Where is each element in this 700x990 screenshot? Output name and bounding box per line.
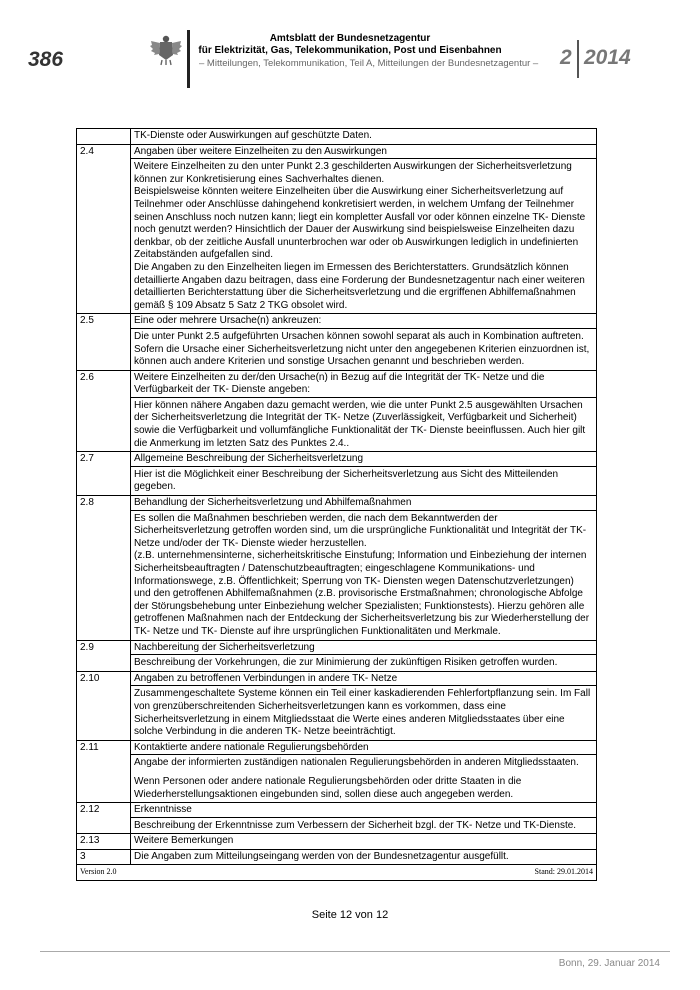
version-label: Version 2.0 (80, 867, 117, 877)
page-number: 386 (28, 48, 64, 71)
page-counter: Seite 12 von 12 (311, 909, 389, 921)
table-row (77, 129, 597, 145)
form-table (76, 128, 597, 881)
description-paragraph: Beschreibung der Vorkehrungen, die zur Minimierung der zukünftigen Risiken getroffen wurden. (134, 657, 558, 669)
row-number: 3 (77, 849, 131, 865)
row-heading: Weitere Einzelheiten zu der/den Ursache(n) in Bezug auf die Integrität der TK- Netze und die Verfügbarkeit der TK- Dienste angeben: (134, 371, 545, 396)
table-row (77, 803, 597, 834)
table-row (77, 740, 597, 802)
issue-number: 2 (560, 46, 572, 69)
row-description (131, 158, 596, 312)
table-row (77, 671, 597, 740)
description-paragraph: Hier ist die Möglichkeit einer Beschreibung der Sicherheitsverletzung aus Sicht des Mitteilenden gegeben. (134, 468, 559, 493)
description-paragraph: (z.B. unternehmensinterne, sicherheitskritische Einstufung; Information und Einbeziehung der internen Sicherheitsbeauftragten / Datenschutzbeauftragten; eingeschlagene Kommunikations- und Informationswege, z.B. Öffentlichkeit; Sperrung von TK- Diensten wegen Datenschutzverletzungen) und den getroffenen Abhilfemaßnahmen (z.B. provisorische Erstmaßnahmen; chronologische Abfolge der Störungsbehebung unter Einbeziehung welcher Spezialisten; Funktionstests). Hierzu gehören alle getroffenen Maßnahmen nach der Entdeckung der Sicherheitsverletzung bis zur Wiederherstellung der TK- Netze und TK- Dienste auf ihre ursprünglichen Funktionalitäten und Merkmale. (134, 550, 590, 637)
issue-divider (577, 40, 579, 78)
row-description (131, 817, 596, 833)
stand-date: Stand: 29.01.2014 (534, 867, 593, 877)
row-heading: Nachbereitung der Sicherheitsverletzung (134, 641, 315, 653)
row-content (131, 740, 597, 802)
issue-year: 2014 (584, 46, 631, 69)
row-heading: Angaben zu betroffenen Verbindungen in andere TK- Netze (134, 672, 398, 684)
row-heading: Kontaktierte andere nationale Regulierungsbehörden (134, 741, 369, 753)
description-paragraph: Beispielsweise könnten weitere Einzelheiten über die Auswirkung einer Sicherheitsverletzung auf Teilnehmer oder Anschlüsse dahingehend konkretisiert werden, in welchem Umfang der Teilnehmer seinen Anschluss noch nutzen kann; liegt ein kompletter Ausfall vor oder können einzelne TK- Dienste noch genutzt werden? Hinsichtlich der Dauer der Auswirkung sind beispielsweise Einzelheiten dazu denkbar, ob der zeitliche Ausfall ununterbrochen war oder ob Auswirkungen lediglich in undefinierten Zeitabständen aufgefallen sind. (134, 186, 586, 261)
description-paragraph: Die Angaben zu den Einzelheiten liegen im Ermessen des Berichterstatters. Grundsätzlich können detaillierte Angaben dazu beitragen, dass eine Forderung der Bundesnetzagentur nach einer weiteren detaillierten Berichterstattung über die Sicherheitsverletzung und die ergriffenen Abhilfemaßnahmen gemäß § 109 Absatz 5 Satz 2 TKG obsolet wird. (134, 261, 585, 311)
description-paragraph: Beschreibung der Erkenntnisse zum Verbessern der Sicherheit bzgl. der TK- Netze und TK-Dienste. (134, 819, 577, 831)
description-paragraph: Zusammengeschaltete Systeme können ein Teil einer kaskadierenden Fehlerfortpflanzung sein. Im Fall von grenzüberschreitenden Sicherheitsverletzungen kann es vorkommen, dass eine Sicherheitsverletzung in einem Mitgliedsstaat die Werte eines anderen Mitgliedsstaates über eine solche Verbindung in die anderen TK- Netze beeinträchtigt. (134, 688, 591, 738)
row-number: 2.8 (77, 496, 131, 641)
row-number: 2.13 (77, 834, 131, 850)
row-number (77, 129, 131, 145)
row-content (131, 803, 597, 834)
row-content (131, 496, 597, 641)
row-number: 2.9 (77, 640, 131, 671)
description-paragraph: Angabe der informierten zuständigen nationalen Regulierungsbehörden in anderen Mitgliedsstaaten. (134, 757, 579, 769)
row-description (131, 754, 596, 801)
table-row (77, 496, 597, 641)
row-number: 2.5 (77, 314, 131, 370)
row-description (131, 510, 596, 639)
row-number: 2.7 (77, 452, 131, 496)
row-content (131, 452, 597, 496)
row-content (131, 314, 597, 370)
row-description (131, 685, 596, 738)
table-row (77, 452, 597, 496)
row-number: 2.6 (77, 370, 131, 452)
row-heading: Angaben über weitere Einzelheiten zu den Auswirkungen (134, 145, 387, 157)
row-content (131, 671, 597, 740)
table-row-3 (77, 849, 597, 865)
section-line: – Mitteilungen, Telekommunikation, Teil A, Mitteilungen der Bundesnetzagentur – (199, 58, 539, 69)
row-description (131, 466, 596, 494)
description-paragraph: Die unter Punkt 2.5 aufgeführten Ursachen können sowohl separat als auch in Kombination auftreten. Sofern die Ursache einer Sicherheitsverletzung nicht unter den angegebenen Kriterien einzuordnen ist, können auch andere Kriterien und sonstige Ursachen genannt und beschrieben werden. (134, 330, 590, 368)
row-heading: Behandlung der Sicherheitsverletzung und Abhilfemaßnahmen (134, 497, 412, 509)
description-paragraph: Weitere Einzelheiten zu den unter Punkt 2.3 geschilderten Auswirkungen der Sicherheitsverletzung können zur Konkretisierung eines Sachverhaltes dienen. (134, 161, 572, 185)
row-number: 2.10 (77, 671, 131, 740)
row-description (131, 328, 596, 369)
row-content (131, 144, 597, 314)
row-number: 2.11 (77, 740, 131, 802)
publication-date: Bonn, 29. Januar 2014 (558, 958, 660, 969)
table-row (77, 370, 597, 452)
row-number: 2.12 (77, 803, 131, 834)
footer-rule (40, 951, 670, 952)
table-footer (77, 865, 597, 881)
row-heading: Allgemeine Beschreibung der Sicherheitsverletzung (134, 453, 364, 465)
row-heading: Erkenntnisse (134, 804, 192, 816)
row-text: TK-Dienste oder Auswirkungen auf geschützte Daten. (131, 129, 597, 145)
table-row (77, 640, 597, 671)
row-text: Die Angaben zum Mitteilungseingang werden von der Bundesnetzagentur ausgefüllt. (131, 849, 597, 865)
table-row (77, 314, 597, 370)
table-row-2-13 (77, 834, 597, 850)
journal-title: Amtsblatt der Bundesnetzagentur (269, 33, 431, 44)
row-description (131, 654, 596, 670)
row-content (131, 370, 597, 452)
description-paragraph: Es sollen die Maßnahmen beschrieben werden, die nach dem Bekanntwerden der Sicherheitsverletzung getroffen worden sind, um die ursprüngliche Funktionalität und Integrität der TK- Netze und/oder der TK- Dienste wieder herzustellen. (134, 512, 587, 549)
row-number: 2.4 (77, 144, 131, 314)
description-paragraph: Hier können nähere Angaben dazu gemacht werden, wie die unter Punkt 2.5 ausgewählten Ursachen der Sicherheitsverletzung die Integrität der TK- Netze (Zuverlässigkeit, Verfügbarkeit und Sicherheit) sowie die Verfügbarkeit und vollumfängliche Funktionalität der TK- Dienste beeinflussen. Auch hier gilt die Anmerkung im letzten Satz des Punktes 2.4.. (134, 399, 586, 449)
journal-subtitle: für Elektrizität, Gas, Telekommunikation, Post und Eisenbahnen (198, 45, 502, 56)
table-row (77, 144, 597, 314)
row-content (131, 640, 597, 671)
row-description (131, 397, 596, 450)
row-heading: Eine oder mehrere Ursache(n) ankreuzen: (134, 315, 322, 327)
table-footer-cell (77, 865, 597, 881)
row-text: Weitere Bemerkungen (131, 834, 597, 850)
description-paragraph: Wenn Personen oder andere nationale Regulierungsbehörden oder dritte Staaten in die Wiederherstellungsaktionen eingebunden sind, sollen diese auch angegeben werden. (134, 775, 522, 800)
